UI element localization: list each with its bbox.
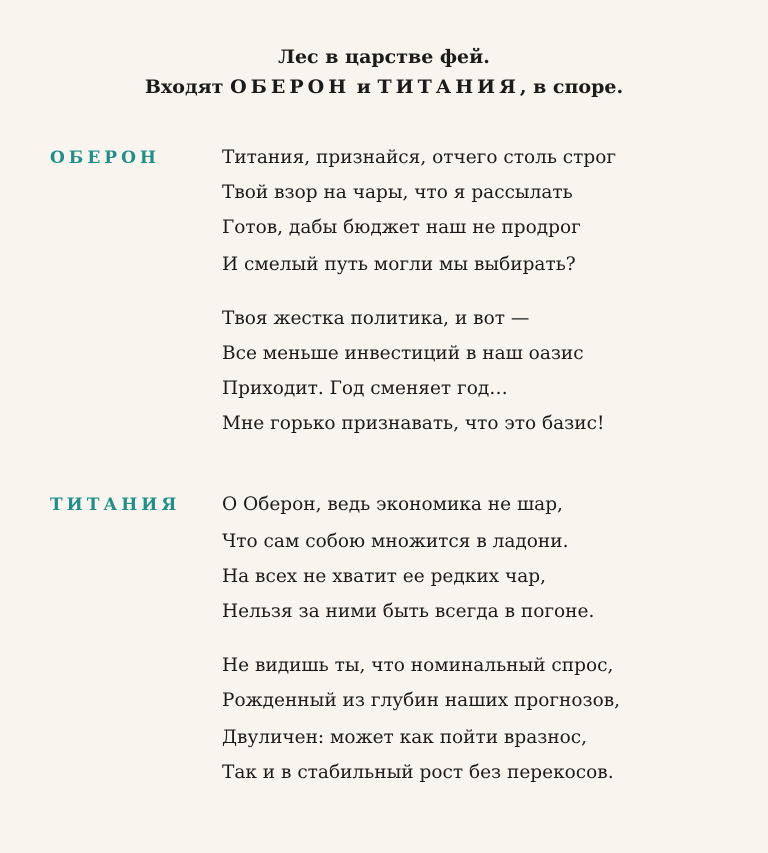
verse-line: Так и в стабильный рост без перекосов. bbox=[222, 762, 614, 783]
verse-line: Приходит. Год сменяет год… bbox=[222, 378, 508, 399]
stage-direction bbox=[0, 75, 768, 99]
verse-line: Мне горько признавать, что это базис! bbox=[222, 413, 605, 434]
verse-line: Готов, дабы бюджет наш не продрог bbox=[222, 217, 581, 238]
verse-line: Двуличен: может как пойти вразнос, bbox=[222, 727, 588, 748]
stage-direction-enter: Входят bbox=[144, 76, 224, 98]
verse-line: Все меньше инвестиций в наш оазис bbox=[222, 343, 584, 364]
stage-direction-name-oberon: ОБЕРОН bbox=[230, 76, 351, 98]
verse-line: Рожденный из глубин наших прогнозов, bbox=[222, 690, 621, 711]
stage-direction-conj: и bbox=[356, 76, 371, 98]
stage-direction-name-titania: ТИТАНИЯ bbox=[377, 76, 520, 98]
stage-direction-suffix: , в споре. bbox=[519, 76, 624, 98]
verse-line: Твой взор на чары, что я рассылать bbox=[222, 182, 573, 203]
verse-line: И смелый путь могли мы выбирать? bbox=[222, 254, 576, 275]
speaker-titania: ТИТАНИЯ bbox=[50, 495, 181, 515]
verse-line: На всех не хватит ее редких чар, bbox=[222, 566, 546, 587]
scene-setting: Лес в царстве фей. bbox=[278, 46, 490, 68]
verse-line: Нельзя за ними быть всегда в погоне. bbox=[222, 601, 595, 622]
verse-line: Не видишь ты, что номинальный спрос, bbox=[222, 655, 614, 676]
verse-line: Твоя жестка политика, и вот — bbox=[222, 308, 530, 329]
verse-line: Что сам собою множится в ладони. bbox=[222, 531, 569, 552]
verse-line: О Оберон, ведь экономика не шар, bbox=[222, 494, 563, 515]
speaker-oberon: ОБЕРОН bbox=[50, 148, 160, 168]
verse-line: Титания, признайся, отчего столь строг bbox=[222, 147, 617, 168]
